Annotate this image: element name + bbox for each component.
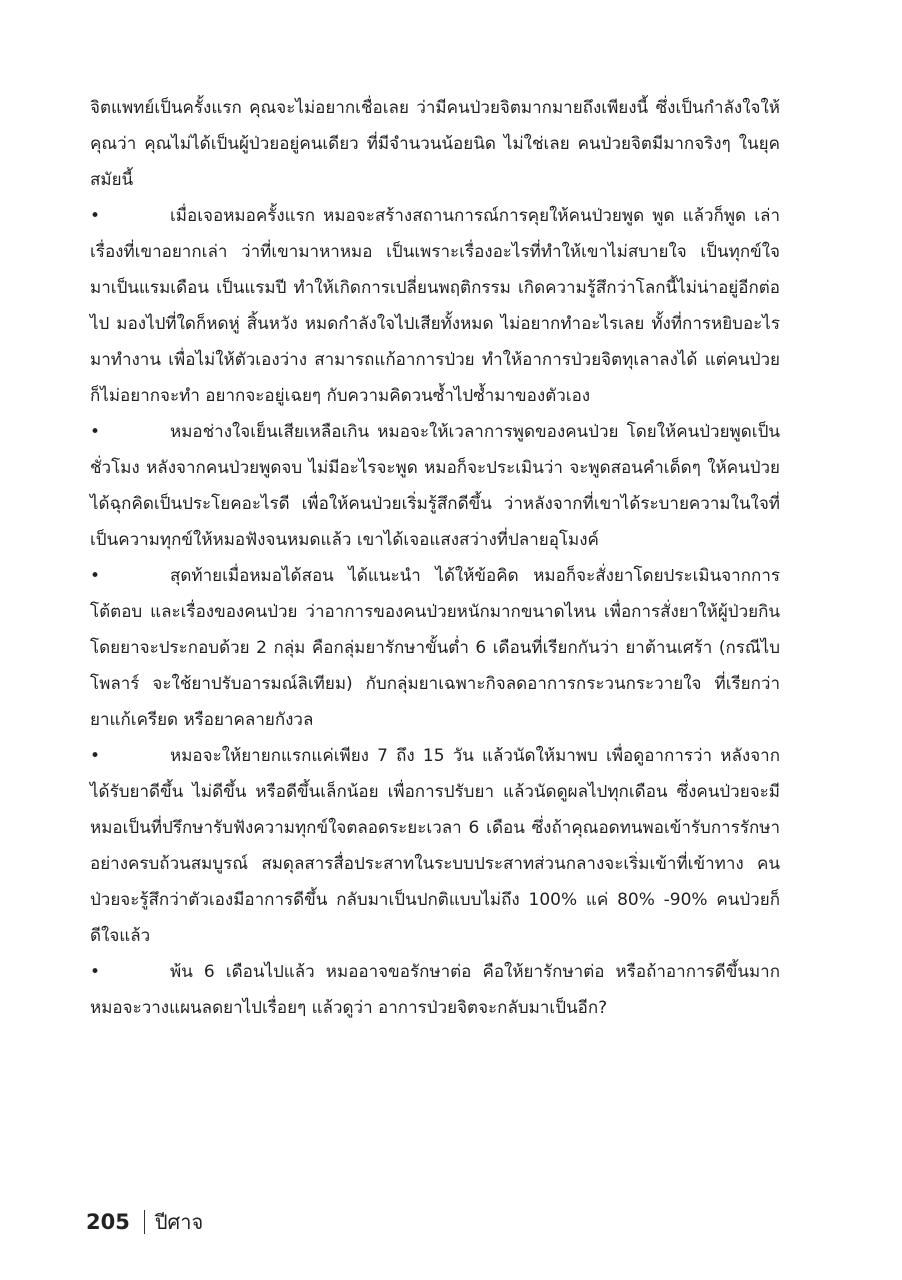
- bullet-item-5: [90, 954, 780, 1026]
- page-body: [90, 90, 780, 1026]
- footer-divider: [144, 1210, 145, 1234]
- bullet-marker: •: [90, 422, 101, 442]
- bullet-text: หมอจะให้ยายกแรกแค่เพียง 7 ถึง 15 วัน แล้วนัดให้มาพบ เพื่อดูอาการว่า หลังจากได้รับยาดีขึ้น ไม่ดีขึ้น หรือดีขึ้นเล็กน้อย เพื่อการปรับยา แล้วนัดดูผลไปทุกเดือน ซึ่งคนป่วยจะมีหมอเป็นที่ปรึกษารับฟังความทุกข์ใจตลอดระยะเวลา 6 เดือน ซึ่งถ้าคุณอดทนพอเข้ารับการรักษาอย่างครบถ้วนสมบูรณ์ สมดุลสารสื่อประสาทในระบบประสาทส่วนกลางจะเริ่มเข้าที่เข้าทาง คนป่วยจะรู้สึกว่าตัวเองมีอาการดีขึ้น กลับมาเป็นปกติแบบไม่ถึง 100% แค่ 80% -90% คนป่วยก็ดีใจแล้ว: [90, 746, 780, 946]
- bullet-marker: •: [90, 962, 101, 982]
- page-footer: [86, 1206, 203, 1238]
- bullet-text: หมอช่างใจเย็นเสียเหลือเกิน หมอจะให้เวลาการพูดของคนป่วย โดยให้คนป่วยพูดเป็นชั่วโมง หลังจากคนป่วยพูดจบ ไม่มีอะไรจะพูด หมอก็จะประเมินว่า จะพูดสอนคำเด็ดๆ ให้คนป่วยได้ฉุกคิดเป็นประโยคอะไรดี เพื่อให้คนป่วยเริ่มรู้สึกดีขึ้น ว่าหลังจากที่เขาได้ระบายความในใจที่เป็นความทุกข์ให้หมอฟังจนหมดแล้ว เขาได้เจอแสงสว่างที่ปลายอุโมงค์: [90, 422, 780, 550]
- bullet-item-3: [90, 558, 780, 738]
- running-footer-title: ปีศาจ: [154, 1210, 204, 1234]
- bullet-text: พ้น 6 เดือนไปแล้ว หมออาจขอรักษาต่อ คือให้ยารักษาต่อ หรือถ้าอาการดีขึ้นมาก หมอจะวางแผนลดยาไปเรื่อยๆ แล้วดูว่า อาการป่วยจิตจะกลับมาเป็นอีก?: [90, 962, 780, 1018]
- bullet-marker: •: [90, 746, 101, 766]
- bullet-item-4: [90, 738, 780, 954]
- bullet-text: เมื่อเจอหมอครั้งแรก หมอจะสร้างสถานการณ์การคุยให้คนป่วยพูด พูด แล้วก็พูด เล่าเรื่องที่เขาอยากเล่า ว่าที่เขามาหาหมอ เป็นเพราะเรื่องอะไรที่ทำให้เขาไม่สบายใจ เป็นทุกข์ใจ มาเป็นแรมเดือน เป็นแรมปี ทำให้เกิดการเปลี่ยนพฤติกรรม เกิดความรู้สึกว่าโลกนี้ไม่น่าอยู่อีกต่อไป มองไปที่ใดก็หดหู่ สิ้นหวัง หมดกำลังใจไปเสียทั้งหมด ไม่อยากทำอะไรเลย ทั้งที่การหยิบอะไรมาทำงาน เพื่อไม่ให้ตัวเองว่าง สามารถแก้อาการป่วย ทำให้อาการป่วยจิตทุเลาลงได้ แต่คนป่วยก็ไม่อยากจะทำ อยากจะอยู่เฉยๆ กับความคิดวนซ้ำไปซ้ำมาของตัวเอง: [90, 206, 780, 406]
- bullet-item-2: [90, 414, 780, 558]
- bullet-item-1: [90, 198, 780, 414]
- bullet-marker: •: [90, 206, 101, 226]
- page-number: 205: [86, 1210, 130, 1234]
- bullet-marker: •: [90, 566, 101, 586]
- bullet-text: สุดท้ายเมื่อหมอได้สอน ได้แนะนำ ได้ให้ข้อคิด หมอก็จะสั่งยาโดยประเมินจากการโต้ตอบ และเรื่องของคนป่วย ว่าอาการของคนป่วยหนักมากขนาดไหน เพื่อการสั่งยาให้ผู้ป่วยกิน โดยยาจะประกอบด้วย 2 กลุ่ม คือกลุ่มยารักษาขั้นต่ำ 6 เดือนที่เรียกกันว่า ยาต้านเศร้า (กรณีไบโพลาร์ จะใช้ยาปรับอารมณ์ลิเทียม) กับกลุ่มยาเฉพาะกิจลดอาการกระวนกระวายใจ ที่เรียกว่า ยาแก้เครียด หรือยาคลายกังวล: [90, 566, 780, 730]
- intro-paragraph: จิตแพทย์เป็นครั้งแรก คุณจะไม่อยากเชื่อเลย ว่ามีคนป่วยจิตมากมายถึงเพียงนี้ ซึ่งเป็นกำลังใจให้คุณว่า คุณไม่ได้เป็นผู้ป่วยอยู่คนเดียว ที่มีจำนวนน้อยนิด ไม่ใช่เลย คนป่วยจิตมีมากจริงๆ ในยุคสมัยนี้: [90, 98, 780, 190]
